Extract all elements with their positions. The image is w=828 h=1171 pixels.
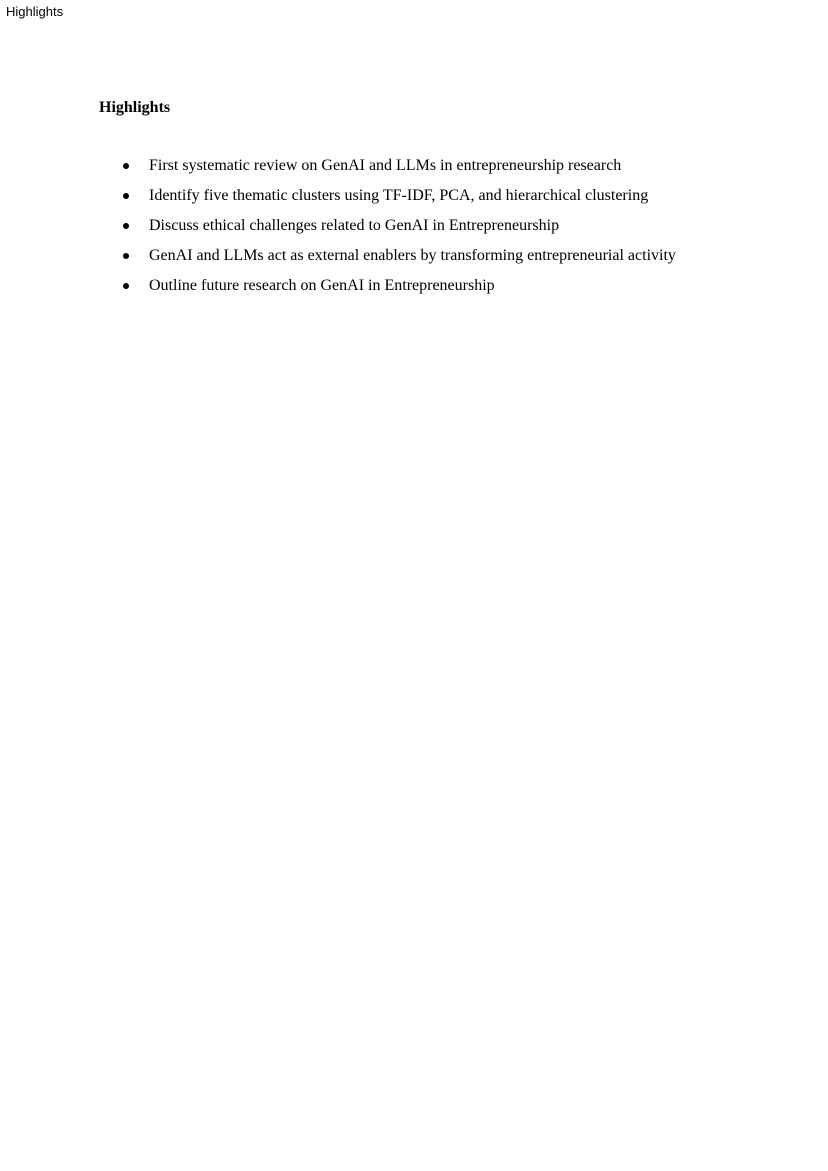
list-item-text: First systematic review on GenAI and LLMs in entrepreneurship research: [149, 157, 622, 174]
highlights-list: [99, 156, 799, 296]
bullet-icon: [123, 253, 129, 259]
list-item-text: Discuss ethical challenges related to GenAI in Entrepreneurship: [149, 217, 560, 234]
running-header: Highlights: [6, 4, 64, 19]
list-item-text: Outline future research on GenAI in Entrepreneurship: [149, 277, 495, 294]
bullet-icon: [123, 163, 129, 169]
section-title: Highlights: [99, 99, 171, 116]
list-item-text: GenAI and LLMs act as external enablers by transforming entrepreneurial activity: [149, 247, 676, 264]
list-item: [99, 276, 799, 296]
list-item: [99, 246, 799, 266]
bullet-icon: [123, 283, 129, 289]
list-item: [99, 216, 799, 236]
list-item-text: Identify five thematic clusters using TF-IDF, PCA, and hierarchical clustering: [149, 187, 649, 204]
bullet-icon: [123, 193, 129, 199]
bullet-icon: [123, 223, 129, 229]
document-body: [99, 98, 799, 306]
list-item: [99, 156, 799, 176]
list-item: [99, 186, 799, 206]
